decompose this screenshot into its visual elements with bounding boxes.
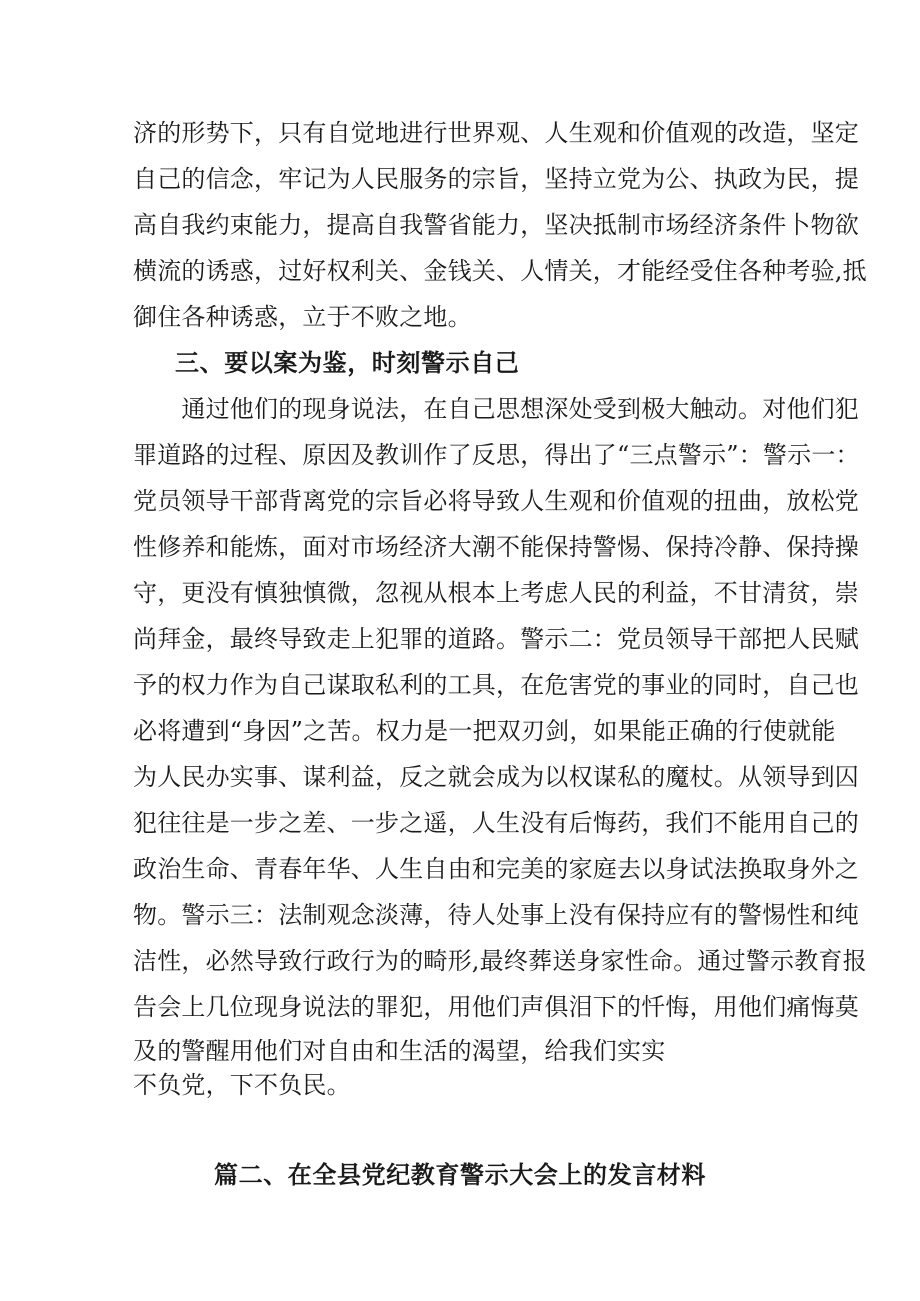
- paragraph-line: 自己的信念，牢记为人民服务的宗旨，坚持立党为公、执政为民，提: [133, 165, 859, 193]
- section-heading: 三、要以案为鉴，时刻警示自己: [175, 348, 520, 377]
- paragraph-line: 党员领导干部背离党的宗旨必将导致人生观和价值观的扭曲，放松党: [133, 487, 859, 515]
- paragraph-line: 罪道路的过程、原因及教训作了反思，得出了“三点警示”：警示一：: [133, 441, 860, 469]
- paragraph-line: 及的警醒用他们对自由和生活的渴望，给我们实实: [133, 1037, 666, 1065]
- paragraph-line: 为人民办实事、谋利益，反之就会成为以权谋私的魔杖。从领导到囚: [133, 763, 859, 791]
- paragraph-line: 性修养和能炼，面对市场经济大潮不能保持警惕、保持冷静、保持操: [133, 533, 859, 561]
- paragraph-line: 告会上几位现身说法的罪犯，用他们声俱泪下的忏悔，用他们痛悔莫: [133, 993, 859, 1021]
- paragraph-line: 物。警示三：法制观念淡薄，待人处事上没有保持应有的警惕性和纯: [133, 901, 859, 929]
- paragraph-line: 守，更没有慎独慎微，忽视从根本上考虑人民的利益，不甘清贫，崇: [133, 579, 859, 607]
- paragraph-line: 通过他们的现身说法，在自己思想深处受到极大触动。对他们犯: [133, 395, 859, 423]
- paragraph-line: 不负党，下不负民。: [133, 1071, 351, 1099]
- paragraph-line: 尚拜金，最终导致走上犯罪的道路。警示二：党员领导干部把人民赋: [133, 625, 859, 653]
- paragraph-line: 必将遭到“身因”之苦。权力是一把双刃剑，如果能正确的行使就能: [133, 717, 836, 745]
- paragraph-line: 政治生命、青春年华、人生自由和完美的家庭去以身试法换取身外之: [133, 855, 859, 883]
- paragraph-line: 洁性，必然导致行政行为的畸形,最终葬送身家性命。通过警示教育报: [133, 947, 867, 975]
- paragraph-line: 御住各种诱惑，立于不败之地。: [133, 303, 472, 331]
- article-title: 篇二、在全县党纪教育警示大会上的发言材料: [214, 1160, 706, 1189]
- paragraph-line: 高自我约束能力，提高自我警省能力，坚决抵制市场经济条件卜物欲: [133, 211, 859, 239]
- paragraph-line: 予的权力作为自己谋取私利的工具，在危害党的事业的同时，自己也: [133, 671, 859, 699]
- paragraph-line: 济的形势下，只有自觉地进行世界观、人生观和价值观的改造，坚定: [133, 119, 859, 147]
- paragraph-line: 犯往往是一步之差、一步之遥，人生没有后悔药，我们不能用自己的: [133, 809, 859, 837]
- paragraph-line: 横流的诱惑，过好权利关、金钱关、人情关，才能经受住各种考验,抵: [133, 257, 867, 285]
